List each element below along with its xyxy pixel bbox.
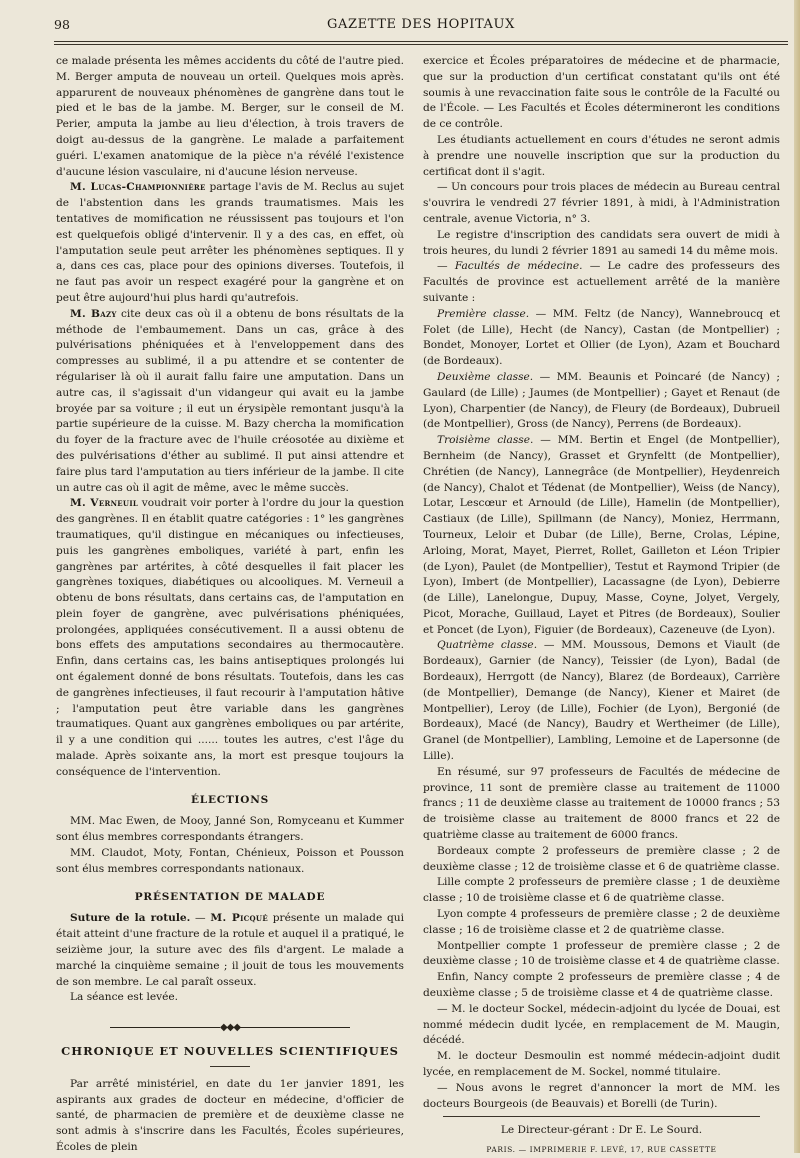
- paragraph: Par arrêté ministériel, en date du 1er janvier 1891, les aspirants aux grades de docteur en médecine, d'officier de santé, de pharmacien de première et de deuxième classe ne sont admis à s'inscrire dans les Facultés, Écoles supérieures, Écoles de plein: [56, 1077, 404, 1153]
- right-column: [423, 54, 780, 1158]
- editor-signature: Le Directeur-gérant : Dr E. Le Sourd.: [500, 1124, 703, 1137]
- news-lead: — Facultés de médecine.: [437, 260, 583, 273]
- paragraph-text: — MM. Bertin et Engel (de Montpellier), Bernheim (de Nancy), Grasset et Grynfeltt (de Montpellier), Chrétien (de Nancy), Lannegrâce (de Montpellier), Heydenreich (de Nancy), Chalot et Tédenat (de Montpellier), Weiss (de Nancy), Lotar, Lescœur et Arnould (de Lille), Hamelin (de Montpellier), Castiaux (de Lille), Spillmann (de Nancy), Moniez, Herrmann, Tourneux, Leloir et Dubar (de Lille), Berne, Crolas, Lépine, Arloing, Morat, Mayet, Pierret, Rollet, Gailleton et Léon Tripier (de Lyon), Paulet (de Montpellier), Testut et Raymond Tripier (de Lyon), Imbert (de Montpellier), Lacassagne (de Lyon), Debierre (de Lille), Lanelongue, Dupuy, Masse, Coyne, Jolyet, Vergely, Picot, Morache, Guillaud, Layet et Pitres (de Bordeaux), Soulier et Poncet (de Lyon), Figuier (de Bordeaux), Cazeneuve (de Lyon).: [423, 434, 780, 636]
- header-rule-double: [54, 44, 788, 45]
- paragraph: Les étudiants actuellement en cours d'études ne seront admis à prendre une nouvelle inscription que sur la production du certificat dont il s'agit.: [423, 133, 780, 178]
- class-label: Troisième classe.: [437, 434, 534, 447]
- page-header: [54, 14, 788, 36]
- short-rule: [210, 1066, 250, 1067]
- ornament-divider: ◆◆◆: [56, 1020, 404, 1036]
- section-heading: CHRONIQUE ET NOUVELLES SCIENTIFIQUES: [61, 1044, 399, 1059]
- paragraph: M. le docteur Desmoulin est nommé médecin-adjoint dudit lycée, en remplacement de M. Sockel, nommé titulaire.: [423, 1050, 780, 1078]
- case-title: Suture de la rotule.: [70, 912, 191, 925]
- paragraph: Lyon compte 4 professeurs de première classe ; 2 de deuxième classe ; 16 de troisième classe et 2 de quatrième classe.: [423, 908, 780, 936]
- paragraph: [423, 433, 780, 638]
- class-label: Quatrième classe.: [437, 639, 538, 652]
- speaker-name: M. Verneuil: [70, 497, 139, 510]
- paragraph: Enfin, Nancy compte 2 professeurs de première classe ; 4 de deuxième classe ; 5 de troisième classe et 4 de quatrième classe.: [423, 971, 780, 1000]
- paragraph: Lille compte 2 professeurs de première classe ; 1 de deuxième classe ; 10 de troisième classe et 6 de quatrième classe.: [423, 876, 780, 905]
- header-rule: [54, 41, 788, 42]
- class-label: Deuxième classe.: [437, 370, 534, 383]
- paragraph: Le registre d'inscription des candidats sera ouvert de midi à trois heures, du lundi 2 février 1891 au samedi 14 du même mois.: [423, 228, 780, 257]
- paragraph: [423, 307, 780, 370]
- class-label: Première classe.: [437, 307, 530, 320]
- speaker-name: M. Picqué: [210, 912, 268, 925]
- paragraph: [56, 307, 404, 497]
- paragraph: [423, 259, 780, 306]
- paragraph: MM. Mac Ewen, de Mooy, Janné Son, Romyceanu et Kummer sont élus membres correspondants étrangers.: [56, 815, 404, 844]
- paragraph-text: — MM. Feltz (de Nancy), Wannebroucq et Folet (de Lille), Hecht (de Nancy), Castan (de Montpellier) ; Bondet, Monoyer, Lortet et Ollier (de Lyon), Azam et Bouchard (de Bordeaux).: [423, 307, 780, 368]
- paragraph: — Nous avons le regret d'annoncer la mort de MM. les docteurs Bourgeois (de Beauvais) et Borelli (de Turin).: [423, 1081, 780, 1110]
- page-number: 98: [54, 17, 70, 32]
- paragraph: En résumé, sur 97 professeurs de Facultés de médecine de province, 11 sont de première classe au traitement de 11000 francs ; 11 de deuxième classe au traitement de 10000 francs ; 53 de troisième classe au traitement de 8000 francs et 22 de quatrième classe au traitement de 6000 francs.: [423, 765, 780, 842]
- speaker-name: M. Bazy: [70, 307, 117, 320]
- paragraph: — Un concours pour trois places de médecin au Bureau central s'ouvrira le vendredi 27 février 1891, à midi, à l'Administration centrale, avenue Victoria, n° 3.: [423, 181, 780, 225]
- closing-line: La séance est levée.: [70, 991, 179, 1004]
- paragraph: Bordeaux compte 2 professeurs de première classe ; 2 de deuxième classe ; 12 de troisième classe et 6 de quatrième classe.: [423, 844, 780, 873]
- paragraph: MM. Claudot, Moty, Fontan, Chénieux, Poisson et Pousson sont élus membres correspondants nationaux.: [56, 847, 404, 875]
- speaker-name: M. Lucas-Championnière: [70, 181, 206, 194]
- paragraph: Suture de la rotule. — M. Picqué présente un malade qui était atteint d'une fracture de la rotule et auquel il a pratiqué, le seizième jour, la suture avec des fils d'argent. Le malade a marché la cinquième semaine ; il jouit de tous les mouvements de son membre. Le cal paraît osseux.: [56, 912, 404, 988]
- paragraph: ce malade présenta les mêmes accidents du côté de l'autre pied. M. Berger amputa de nouveau un orteil. Quelques mois après. apparurent de nouveaux phénomènes de gangrène dans tout le pied et le bas de la jambe. M. Berger, sur le conseil de M. Perier, amputa la jambe au lieu d'élection, à trois travers de doigt au-dessus de la gangrène. Le malade a parfaitement guéri. L'examen anatomique de la pièce n'a révélé l'existence d'aucune lésion vasculaire, ni d'aucune lésion nerveuse.: [56, 55, 404, 178]
- running-title: GAZETTE DES HOPITAUX: [327, 17, 515, 32]
- paragraph: [423, 370, 780, 433]
- paragraph: — M. le docteur Sockel, médecin-adjoint du lycée de Douai, est nommé médecin dudit lycée, en remplacement de M. Maugin, décédé.: [423, 1002, 780, 1047]
- paragraph: [423, 638, 780, 764]
- paragraph: [56, 180, 404, 306]
- paragraph-text: — Le cadre des professeurs des Facultés de province est actuellement arrêté de la manière suivante :: [423, 260, 780, 304]
- signature-rule: [443, 1116, 760, 1117]
- paragraph-text: partage l'avis de M. Reclus au sujet de l'abstention dans les grands traumatismes. Mais les tentatives de momification ne réussissent pas toujours et l'on est quelquefois obligé d'intervenir. Il y a des cas, en effet, où l'amputation seule peut arrêter les phénomènes septiques. Il y a, dans ces cas, place pour des opinions diverses. Toutefois, il ne faut pas avoir un respect exagéré pour la gangrène et on peut être aujourd'hui plus hardi qu'autrefois.: [56, 181, 404, 304]
- section-heading: PRÉSENTATION DE MALADE: [134, 890, 326, 903]
- paragraph: Montpellier compte 1 professeur de première classe ; 2 de deuxième classe ; 10 de troisième classe et 4 de quatrième classe.: [423, 939, 780, 968]
- paragraph-text: cite deux cas où il a obtenu de bons résultats de la méthode de l'embaumement. Dans un cas, grâce à des pulvérisations phéniquées et à l'enveloppement dans des compresses au sublimé, il a pu attendre et se contenter de régulariser là où il aurait fallu faire une amputation. Dans un autre cas, il s'agissait d'un vidangeur qui avait eu la jambe broyée par sa voiture ; il eut un érysipèle remontant jusqu'à la partie supérieure de la cuisse. M. Bazy chercha la momification du foyer de la fracture avec de l'huile créosotée au dixième et des pulvérisations d'éther au sublimé. Il put ainsi attendre et faire plus tard l'amputation au tiers inférieur de la jambe. Il cite un autre cas où il agit de même, avec le même succès.: [56, 307, 404, 494]
- printer-imprint: PARIS. — IMPRIMERIE F. LEVÉ, 17, RUE CASSETTE: [486, 1145, 717, 1155]
- paragraph-text: voudrait voir porter à l'ordre du jour la question des gangrènes. Il en établit quatre catégories : 1° les gangrènes traumatiques, qu'il distingue en mécaniques ou infectieuses, puis les gangrènes emboliques, variété à part, enfin les gangrènes par artérites, à côté desquelles il fait placer les gangrènes toxiques, diabétiques ou alcooliques. M. Verneuil a obtenu de bons résultats, dans certains cas, de l'amputation en plein foyer de gangrène, avec pulvérisations phéniquées, prolongées, appliquées consécutivement. Il a aussi obtenu de bons effets des amputations secondaires au thermocautère. Enfin, dans certains cas, les bains antiseptiques prolongés lui ont également donné de bons résultats. Toutefois, dans les cas de gangrènes infectieuses, il faut recourir à l'amputation hâtive ; l'amputation peut être variable dans les gangrènes traumatiques. Quant aux gangrènes emboliques ou par artérite, il y a une condition qui ...... toutes les autres, c'est l'âge du malade. Après soixante ans, la mort est presque toujours la conséquence de l'intervention.: [56, 497, 404, 778]
- page-edge: [794, 0, 800, 1153]
- paragraph-text: — MM. Beaunis et Poincaré (de Nancy) ; Gaulard (de Lille) ; Jaumes (de Montpellier) ; Gayet et Renaut (de Lyon), Charpentier (de Nancy), de Fleury (de Bordeaux), Dubrueil (de Montpellier), Gross (de Nancy), Perrens (de Bordeaux).: [423, 370, 780, 431]
- section-heading: ÉLECTIONS: [191, 793, 269, 806]
- paragraph: [56, 496, 404, 780]
- paragraph-text: présente un malade qui était atteint d'une fracture de la rotule et auquel il a pratiqué, le seizième jour, la suture avec des fils d'argent. Le malade a marché la cinquième semaine ; il jouit de tous les mouvements de son membre. Le cal paraît osseux.: [56, 912, 404, 988]
- left-column: [56, 54, 404, 1156]
- paragraph-text: — MM. Moussous, Demons et Viault (de Bordeaux), Garnier (de Nancy), Teissier (de Lyon), Badal (de Bordeaux), Herrgott (de Nancy), Blarez (de Bordeaux), Carrière (de Montpellier), Demange (de Nancy), Kiener et Mairet (de Montpellier), Leroy (de Lille), Fochier (de Lyon), Bergonié (de Bordeaux), Macé (de Nancy), Baudry et Wertheimer (de Lille), Granel (de Montpellier), Lambling, Lemoine et de Lapersonne (de Lille).: [423, 639, 780, 763]
- paragraph: exercice et Écoles préparatoires de médecine et de pharmacie, que sur la production d'un certificat constatant qu'ils ont été soumis à une revaccination faite sous le contrôle de la Faculté ou de l'École. — Les Facultés et Écoles détermineront les conditions de ce contrôle.: [423, 55, 780, 131]
